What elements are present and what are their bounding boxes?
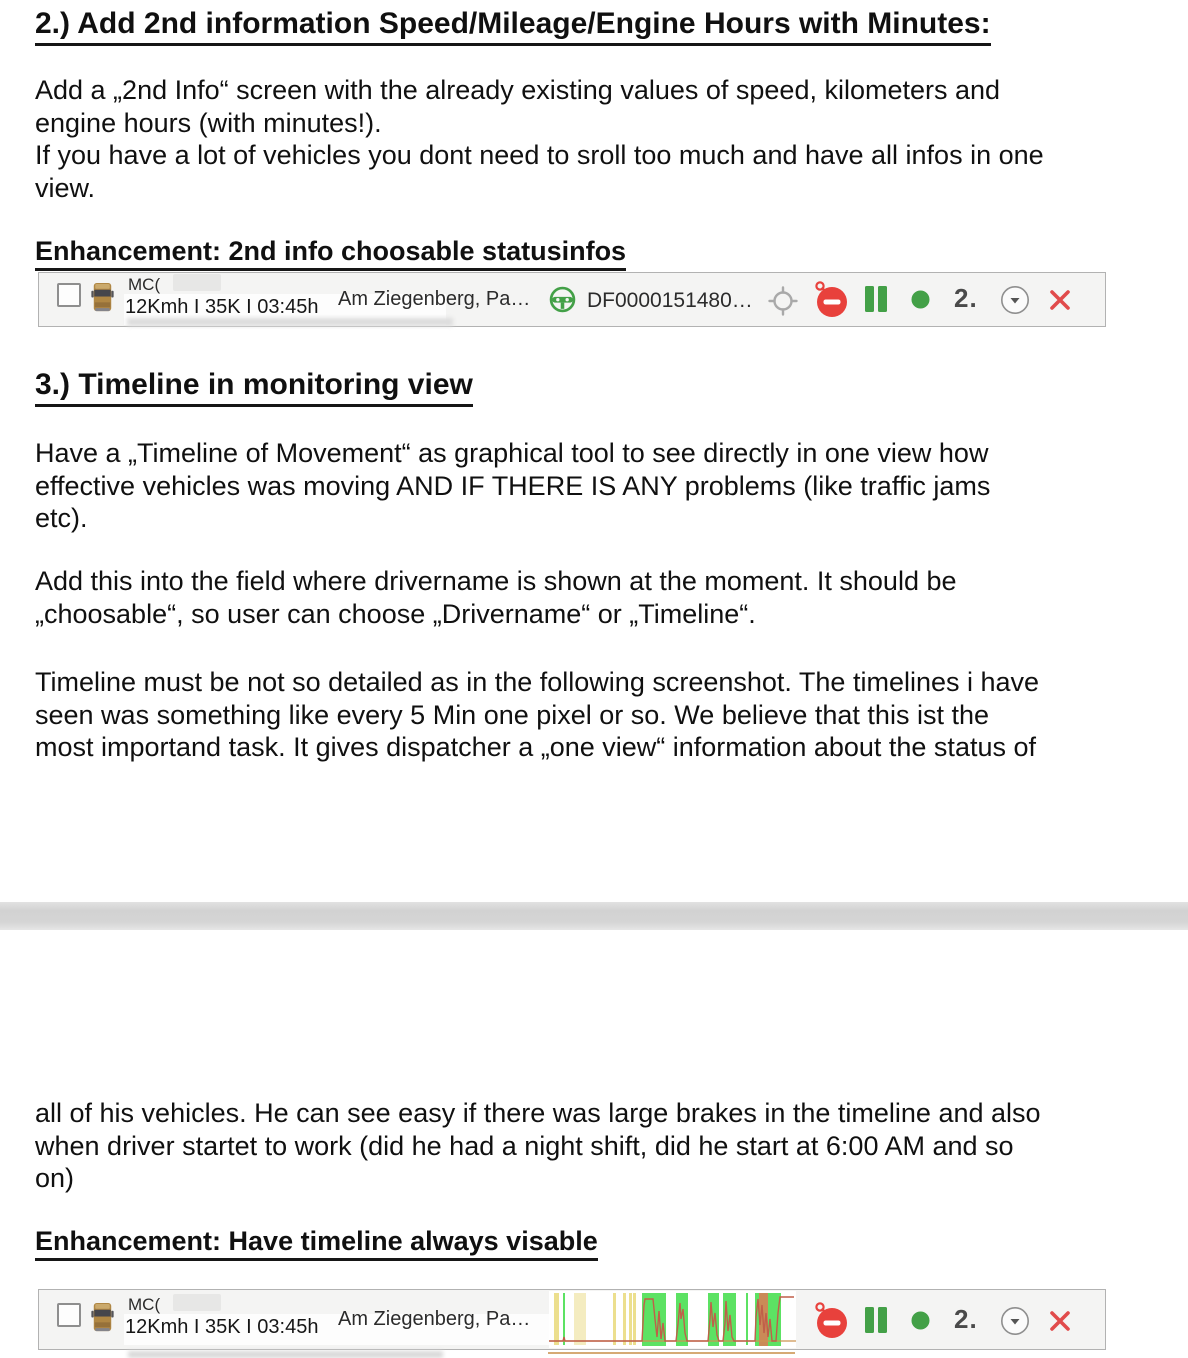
vehicle-status-line: 12Kmh I 35K I 03:45h xyxy=(125,1316,319,1338)
section-3-heading-text: 3.) Timeline in monitoring view xyxy=(35,368,473,407)
close-icon[interactable] xyxy=(1048,288,1072,312)
route-icon[interactable]: 2. xyxy=(954,283,978,313)
truck-icon xyxy=(90,282,115,313)
paragraph-4 xyxy=(35,666,1039,764)
paragraph-line: when driver startet to work (did he had a night shift, did he start at 6:00 AM and so xyxy=(35,1130,1014,1161)
paragraph-line: all of his vehicles. He can see easy if there was large brakes in the timeline and also xyxy=(35,1098,1041,1128)
paragraph-line: seen was something like every 5 Min one pixel or so. We believe that this ist the xyxy=(35,699,989,730)
no-entry-key-icon[interactable] xyxy=(811,1300,849,1340)
vehicle-row-screenshot-1 xyxy=(38,272,1106,327)
paragraph-line: most importand task. It gives dispatcher a „one view“ information about the status of xyxy=(35,732,1036,763)
vehicle-checkbox[interactable] xyxy=(57,283,81,307)
paragraph-line: effective vehicles was moving AND IF THERE IS ANY problems (like traffic jams xyxy=(35,470,991,501)
paragraph-2 xyxy=(35,437,990,535)
section-2-heading-text: 2.) Add 2nd information Speed/Mileage/Engine Hours with Minutes: xyxy=(35,7,991,46)
paragraph-line: Timeline must be not so detailed as in the following screenshot. The timelines i have xyxy=(35,667,1040,697)
vehicle-name: MC( xyxy=(128,275,161,294)
steering-wheel-icon xyxy=(549,286,576,313)
driver-id: DF0000151480… xyxy=(587,289,753,312)
timeline-chart xyxy=(549,1291,796,1348)
route-icon[interactable]: 2. xyxy=(954,1304,978,1334)
truck-icon xyxy=(90,1302,115,1333)
paragraph-1 xyxy=(35,74,1044,205)
vehicle-checkbox[interactable] xyxy=(57,1303,81,1327)
status-dot-icon xyxy=(911,1311,930,1330)
paragraph-line: „choosable“, so user can choose „Drivername“ or „Timeline“. xyxy=(35,598,756,629)
paragraph-line: engine hours (with minutes!). xyxy=(35,107,382,138)
close-icon[interactable] xyxy=(1048,1309,1072,1333)
pause-icon[interactable] xyxy=(863,1306,889,1334)
blurred-next-row xyxy=(127,318,453,326)
section-2-heading xyxy=(35,7,991,41)
dropdown-icon[interactable] xyxy=(1000,285,1030,315)
vehicle-status-line: 12Kmh I 35K I 03:45h xyxy=(125,296,319,318)
paragraph-line: If you have a lot of vehicles you dont need to sroll too much and have all infos in one xyxy=(35,140,1044,171)
blurred-next-row xyxy=(128,1351,443,1358)
paragraph-line: Add this into the field where drivername is shown at the moment. It should be xyxy=(35,566,957,596)
enhancement-1-heading-text: Enhancement: 2nd info choosable statusinfos xyxy=(35,236,626,271)
enhancement-2-heading xyxy=(35,1226,598,1257)
paragraph-line: Add a „2nd Info“ screen with the already existing values of speed, kilometers and xyxy=(35,75,1001,105)
status-dot-icon xyxy=(911,290,930,309)
vehicle-address: Am Ziegenberg, Pa… xyxy=(338,1308,531,1330)
vehicle-name: MC( xyxy=(128,1295,161,1314)
paragraph-3 xyxy=(35,565,957,630)
enhancement-2-heading-text: Enhancement: Have timeline always visable xyxy=(35,1226,598,1261)
paragraph-line: etc). xyxy=(35,503,88,534)
paragraph-5 xyxy=(35,1097,1041,1195)
paragraph-line: Have a „Timeline of Movement“ as graphical tool to see directly in one view how xyxy=(35,438,989,468)
locate-crosshair-icon[interactable] xyxy=(768,286,798,316)
paragraph-line: view. xyxy=(35,173,96,204)
enhancement-1-heading xyxy=(35,236,626,267)
vehicle-address: Am Ziegenberg, Pa… xyxy=(338,288,531,310)
paragraph-line: on) xyxy=(35,1163,75,1194)
redacted-vehicle-name xyxy=(173,1294,221,1311)
timeline-baseline-fragment xyxy=(548,1352,795,1354)
no-entry-key-icon[interactable] xyxy=(811,279,849,319)
redacted-vehicle-name xyxy=(173,274,221,291)
pause-icon[interactable] xyxy=(863,285,889,313)
dropdown-icon[interactable] xyxy=(1000,1306,1030,1336)
page-break-bar xyxy=(0,902,1188,930)
section-3-heading xyxy=(35,368,473,402)
vehicle-row-screenshot-2 xyxy=(38,1289,1106,1350)
